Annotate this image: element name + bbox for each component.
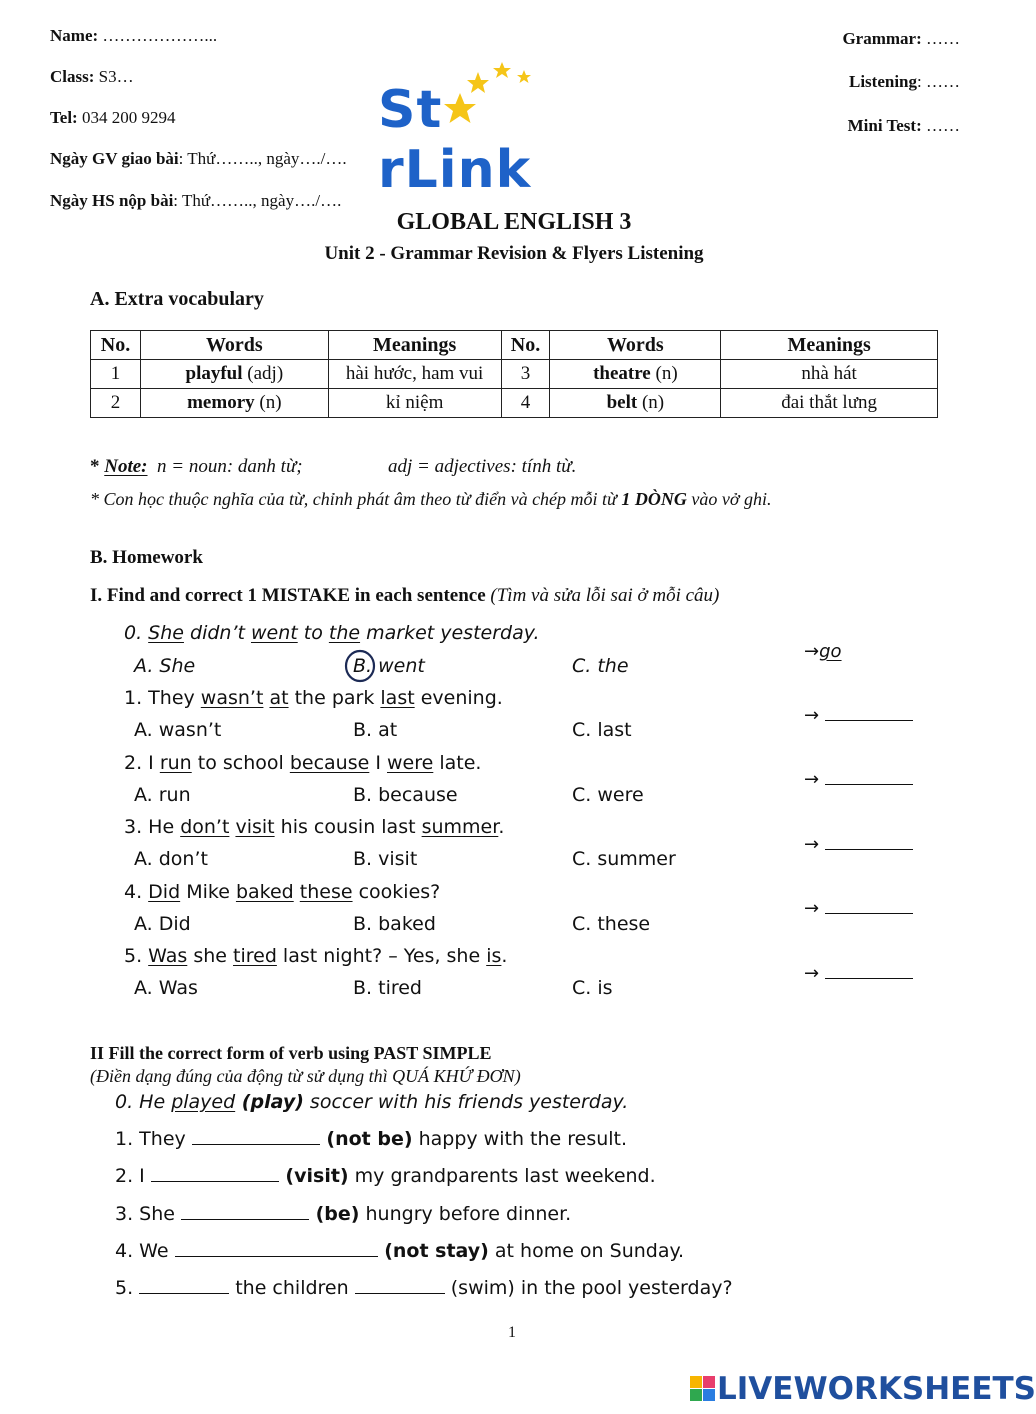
verb-hint: (play) xyxy=(235,1091,304,1113)
starlink-logo xyxy=(378,60,628,200)
section-b-heading: B. Homework xyxy=(90,547,203,568)
q-text: the park xyxy=(288,687,381,709)
q-number: 0. xyxy=(124,622,149,644)
fill-blank[interactable] xyxy=(192,1130,320,1145)
submit-label: Ngày HS nộp bài xyxy=(50,191,174,210)
option-b xyxy=(353,655,425,677)
note-label: Note: xyxy=(104,456,148,477)
note-instruction-text: * Con học thuộc nghĩa của từ, chỉnh phát âm theo từ điển và chép mỗi từ xyxy=(90,489,622,509)
word-text: playful xyxy=(185,363,243,384)
example-answer xyxy=(804,641,842,662)
cell-meaning: nhà hát xyxy=(721,360,938,389)
circled-answer xyxy=(353,655,366,677)
underlined-word: baked xyxy=(235,881,294,903)
col-header-words-2: Words xyxy=(550,331,721,360)
word-pos: (adj) xyxy=(242,363,284,384)
fill-question-2 xyxy=(115,1165,656,1187)
q-text: at home on Sunday. xyxy=(488,1240,685,1262)
option-c[interactable]: C. summer xyxy=(572,848,676,870)
assign-label: Ngày GV giao bài xyxy=(50,149,179,168)
q-text: his cousin last xyxy=(274,816,422,838)
question-1 xyxy=(124,687,503,709)
arrow-icon: → xyxy=(804,898,820,919)
fill-question-1 xyxy=(115,1128,627,1150)
arrow-icon: → xyxy=(804,963,820,984)
tel-value: 034 200 9294 xyxy=(81,108,176,127)
answer-text: played xyxy=(171,1091,236,1113)
cell-word xyxy=(140,360,328,389)
answer-blank-5[interactable] xyxy=(804,963,913,984)
example-sentence xyxy=(124,622,540,644)
name-value: ………………... xyxy=(102,26,218,45)
note-noun: n = noun: danh từ; xyxy=(157,456,303,477)
table-row xyxy=(91,389,938,418)
cell-no: 4 xyxy=(501,389,550,418)
fill-example xyxy=(115,1091,628,1113)
note-instruction xyxy=(90,489,771,510)
q-text: to xyxy=(297,622,329,644)
listening-value: : …… xyxy=(917,72,960,91)
option-c[interactable]: C. were xyxy=(572,784,644,806)
q-text: last night? – Yes, she xyxy=(276,945,487,967)
underlined-word: visit xyxy=(235,816,275,838)
option-c: C. the xyxy=(572,655,629,677)
q-text: evening. xyxy=(414,687,503,709)
underlined-word: last xyxy=(380,687,415,709)
underlined-word: She xyxy=(148,622,184,644)
word-text: theatre xyxy=(593,363,651,384)
option-b[interactable]: B. baked xyxy=(353,913,436,935)
option-b[interactable]: B. tired xyxy=(353,977,422,999)
minitest-score xyxy=(848,116,960,136)
cell-no: 1 xyxy=(91,360,141,389)
grammar-score xyxy=(842,29,960,49)
note-adj: adj = adjectives: tính từ. xyxy=(388,456,577,477)
section-a-heading: A. Extra vocabulary xyxy=(90,288,264,310)
q-text: Mike xyxy=(180,881,236,903)
arrow-icon: → xyxy=(804,769,820,790)
note-instruction-end: vào vở ghi. xyxy=(686,489,772,509)
col-header-meanings: Meanings xyxy=(328,331,501,360)
fill-blank[interactable] xyxy=(139,1279,229,1294)
option-c[interactable]: C. is xyxy=(572,977,613,999)
option-a[interactable]: A. Was xyxy=(134,977,198,999)
logo-text-part2: rLink xyxy=(378,140,532,200)
fill-blank[interactable] xyxy=(355,1279,445,1294)
fill-question-4 xyxy=(115,1240,684,1262)
part2-subtitle: (Điền dạng đúng của động từ sử dụng thì QUÁ KHỨ ĐƠN) xyxy=(90,1066,521,1086)
col-header-no-2: No. xyxy=(501,331,550,360)
liveworksheets-logo-icon xyxy=(690,1376,716,1402)
vocabulary-table xyxy=(90,330,938,418)
option-b[interactable]: B. because xyxy=(353,784,458,806)
blank-line[interactable] xyxy=(825,835,913,850)
underlined-word: run xyxy=(159,752,192,774)
col-header-meanings-2: Meanings xyxy=(721,331,938,360)
cell-word xyxy=(550,360,721,389)
fill-blank[interactable] xyxy=(181,1205,309,1220)
table-header-row xyxy=(91,331,938,360)
word-text: belt xyxy=(606,392,638,413)
q-number: 1. They xyxy=(115,1128,192,1150)
logo-wordmark xyxy=(378,80,628,200)
q-text: I xyxy=(369,752,387,774)
q-text: to school xyxy=(191,752,290,774)
verb-hint: (not stay) xyxy=(377,1240,489,1262)
q-text: . xyxy=(501,945,508,967)
underlined-word: tired xyxy=(233,945,277,967)
q-number: 4. xyxy=(124,881,149,903)
underlined-word: summer xyxy=(421,816,499,838)
q-number: 0. He xyxy=(115,1091,172,1113)
col-header-words: Words xyxy=(140,331,328,360)
q-text: she xyxy=(187,945,234,967)
option-a[interactable]: A. run xyxy=(134,784,191,806)
verb-hint: (not be) xyxy=(319,1128,413,1150)
page-subtitle: Unit 2 - Grammar Revision & Flyers Listening xyxy=(324,243,704,264)
tel-label: Tel: xyxy=(50,108,78,127)
answer-blank-3[interactable] xyxy=(804,834,913,855)
note-star: * xyxy=(90,456,105,477)
name-line xyxy=(50,26,217,46)
q-number: 3. She xyxy=(115,1203,181,1225)
part1-subtitle: (Tìm và sửa lỗi sai ở mỗi câu) xyxy=(485,585,720,606)
q-text: didn’t xyxy=(183,622,251,644)
option-c[interactable]: C. last xyxy=(572,719,632,741)
option-a[interactable]: A. Did xyxy=(134,913,191,935)
q-number: 5. xyxy=(124,945,149,967)
option-a[interactable]: A. don’t xyxy=(134,848,208,870)
answer-circle-icon xyxy=(344,649,376,683)
underlined-word: were xyxy=(387,752,434,774)
q-text: hungry before dinner. xyxy=(359,1203,572,1225)
word-pos: (n) xyxy=(254,392,282,413)
q-number: 3. He xyxy=(124,816,181,838)
option-c[interactable]: C. these xyxy=(572,913,651,935)
cell-meaning: đai thắt lưng xyxy=(721,389,938,418)
part1-title-line xyxy=(90,585,719,607)
name-label: Name: xyxy=(50,26,99,45)
assign-date-line xyxy=(50,149,347,169)
class-value: S3… xyxy=(98,67,134,86)
fill-question-5 xyxy=(115,1277,733,1299)
question-2 xyxy=(124,752,481,774)
answer-blank-1[interactable] xyxy=(804,705,913,726)
minitest-label: Mini Test: xyxy=(847,116,922,135)
option-text: . went xyxy=(366,655,425,677)
q-text: market yesterday. xyxy=(360,622,540,644)
blank-line[interactable] xyxy=(825,964,913,979)
q-text: the children xyxy=(229,1277,355,1299)
option-a: A. She xyxy=(134,655,196,677)
q-text: happy with the result. xyxy=(412,1128,628,1150)
submit-date-line xyxy=(50,191,341,211)
q-number: 4. We xyxy=(115,1240,175,1262)
q-text: . xyxy=(498,816,505,838)
option-a[interactable]: A. wasn’t xyxy=(134,719,222,741)
cell-word xyxy=(140,389,328,418)
underlined-word: at xyxy=(269,687,289,709)
fill-blank[interactable] xyxy=(151,1167,279,1182)
listening-score xyxy=(849,72,960,92)
option-b[interactable]: B. at xyxy=(353,719,398,741)
arrow-icon: → xyxy=(804,641,820,662)
fill-blank[interactable] xyxy=(175,1242,378,1257)
question-3 xyxy=(124,816,504,838)
part1-title: I. Find and correct 1 MISTAKE in each sentence xyxy=(90,585,486,606)
part2-title: II Fill the correct form of verb using PAST SIMPLE xyxy=(90,1043,492,1063)
cell-meaning: kỉ niệm xyxy=(328,389,501,418)
verb-hint: (visit) xyxy=(278,1165,349,1187)
page-number: 1 xyxy=(508,1324,516,1341)
table-row xyxy=(91,360,938,389)
q-text: my grandparents last weekend. xyxy=(348,1165,656,1187)
q-text: cookies? xyxy=(352,881,441,903)
answer-text: go xyxy=(819,641,842,662)
arrow-icon: → xyxy=(804,705,820,726)
cell-no: 3 xyxy=(501,360,550,389)
underlined-word: don’t xyxy=(180,816,230,838)
logo-star-icon xyxy=(442,82,478,122)
blank-line[interactable] xyxy=(825,706,913,721)
col-header-no: No. xyxy=(91,331,141,360)
underlined-word: Did xyxy=(148,881,181,903)
note-instruction-bold: 1 DÒNG xyxy=(621,489,687,509)
underlined-word: Was xyxy=(148,945,188,967)
tel-line xyxy=(50,108,175,128)
q-number: 2. I xyxy=(115,1165,151,1187)
option-b[interactable]: B. visit xyxy=(353,848,418,870)
fill-question-3 xyxy=(115,1203,571,1225)
question-5 xyxy=(124,945,507,967)
assign-value: : Thứ…….., ngày…./…. xyxy=(178,149,347,168)
cell-word xyxy=(550,389,721,418)
submit-value: : Thứ…….., ngày…./…. xyxy=(173,191,342,210)
verb-hint: (be) xyxy=(309,1203,360,1225)
answer-blank-4[interactable] xyxy=(804,898,913,919)
option-letter: B xyxy=(353,655,367,677)
class-line xyxy=(50,67,134,87)
cell-meaning: hài hước, ham vui xyxy=(328,360,501,389)
grammar-value: …… xyxy=(926,29,960,48)
answer-blank-2[interactable] xyxy=(804,769,913,790)
logo-text-part1: St xyxy=(378,80,443,140)
q-text: soccer with his friends yesterday. xyxy=(303,1091,629,1113)
q-text: late. xyxy=(433,752,482,774)
underlined-word: the xyxy=(328,622,361,644)
word-pos: (n) xyxy=(637,392,665,413)
underlined-word: is xyxy=(486,945,502,967)
grammar-label: Grammar: xyxy=(842,29,922,48)
arrow-icon: → xyxy=(804,834,820,855)
word-text: memory xyxy=(187,392,255,413)
minitest-value: …… xyxy=(926,116,960,135)
q-text: (swim) in the pool yesterday? xyxy=(444,1277,733,1299)
watermark-text: LIVEWORKSHEETS xyxy=(717,1371,1036,1407)
page-title: GLOBAL ENGLISH 3 xyxy=(396,209,632,235)
q-number: 1. They xyxy=(124,687,201,709)
underlined-word: these xyxy=(299,881,353,903)
underlined-word: wasn’t xyxy=(200,687,264,709)
listening-label: Listening xyxy=(848,72,918,91)
note-line xyxy=(90,456,577,478)
q-number: 2. I xyxy=(124,752,160,774)
q-number: 5. xyxy=(115,1277,140,1299)
word-pos: (n) xyxy=(650,363,678,384)
blank-line[interactable] xyxy=(825,770,913,785)
class-label: Class: xyxy=(50,67,95,86)
blank-line[interactable] xyxy=(825,899,913,914)
underlined-word: went xyxy=(250,622,298,644)
underlined-word: because xyxy=(289,752,370,774)
question-4 xyxy=(124,881,440,903)
cell-no: 2 xyxy=(91,389,141,418)
